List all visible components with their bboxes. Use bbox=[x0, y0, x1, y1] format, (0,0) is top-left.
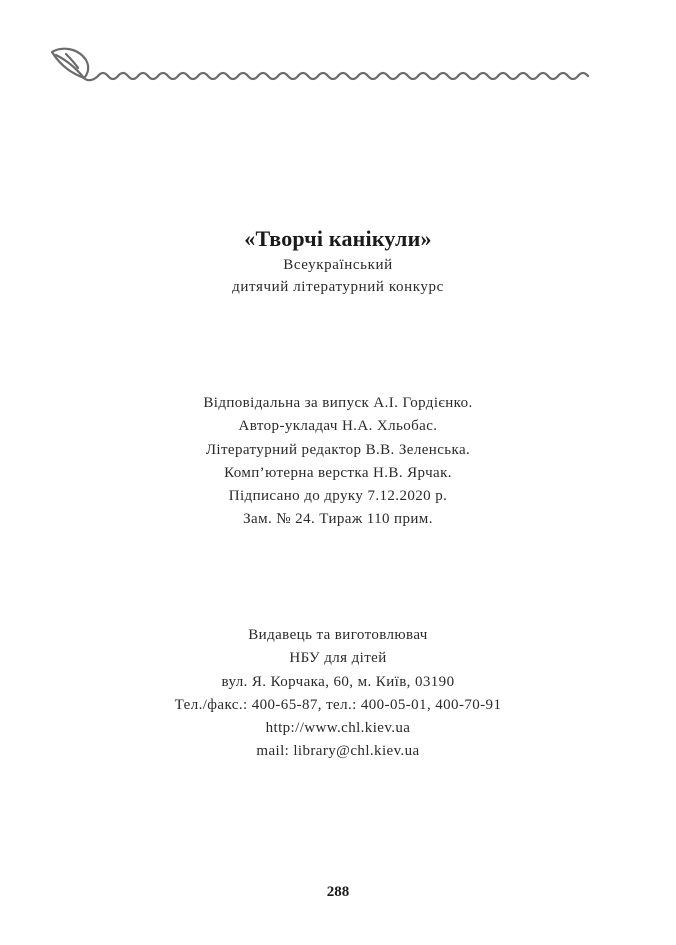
credits-line-editor: Літературний редактор В.В. Зеленська. bbox=[205, 441, 471, 458]
publisher-line-email: mail: library@chl.kiev.ua bbox=[256, 743, 420, 760]
document-title: «Творчі канікули» bbox=[244, 226, 432, 251]
credits-line-signed: Підписано до друку 7.12.2020 р. bbox=[228, 488, 448, 505]
credits-line-layout: Комп’ютерна верстка Н.В. Ярчак. bbox=[224, 464, 452, 481]
quill-feather-wave-icon bbox=[48, 44, 600, 84]
credits-line-compiler: Автор-укладач Н.А. Хльобас. bbox=[238, 418, 438, 435]
publisher-line-heading: Видавець та виготовлювач bbox=[248, 627, 428, 643]
publisher-line-address: вул. Я. Корчака, 60, м. Київ, 03190 bbox=[221, 673, 455, 690]
subtitle-line-2: дитячий літературний конкурс bbox=[232, 279, 444, 295]
credits-line-order: Зам. № 24. Тираж 110 прим. bbox=[243, 511, 433, 528]
publisher-line-phones: Тел./факс.: 400-65-87, тел.: 400-05-01, 400-70-91 bbox=[174, 696, 502, 713]
publisher-line-website: http://www.chl.kiev.ua bbox=[265, 720, 411, 737]
credits-line-responsible: Відповідальна за випуск А.І. Гордієнко. bbox=[203, 395, 473, 411]
publisher-line-name: НБУ для дітей bbox=[289, 650, 387, 667]
publisher-block bbox=[0, 624, 676, 764]
subtitle-line-1: Всеукраїнський bbox=[283, 257, 393, 273]
title-block bbox=[0, 224, 676, 298]
credits-block bbox=[0, 392, 676, 532]
page-number: 288 bbox=[326, 884, 350, 900]
